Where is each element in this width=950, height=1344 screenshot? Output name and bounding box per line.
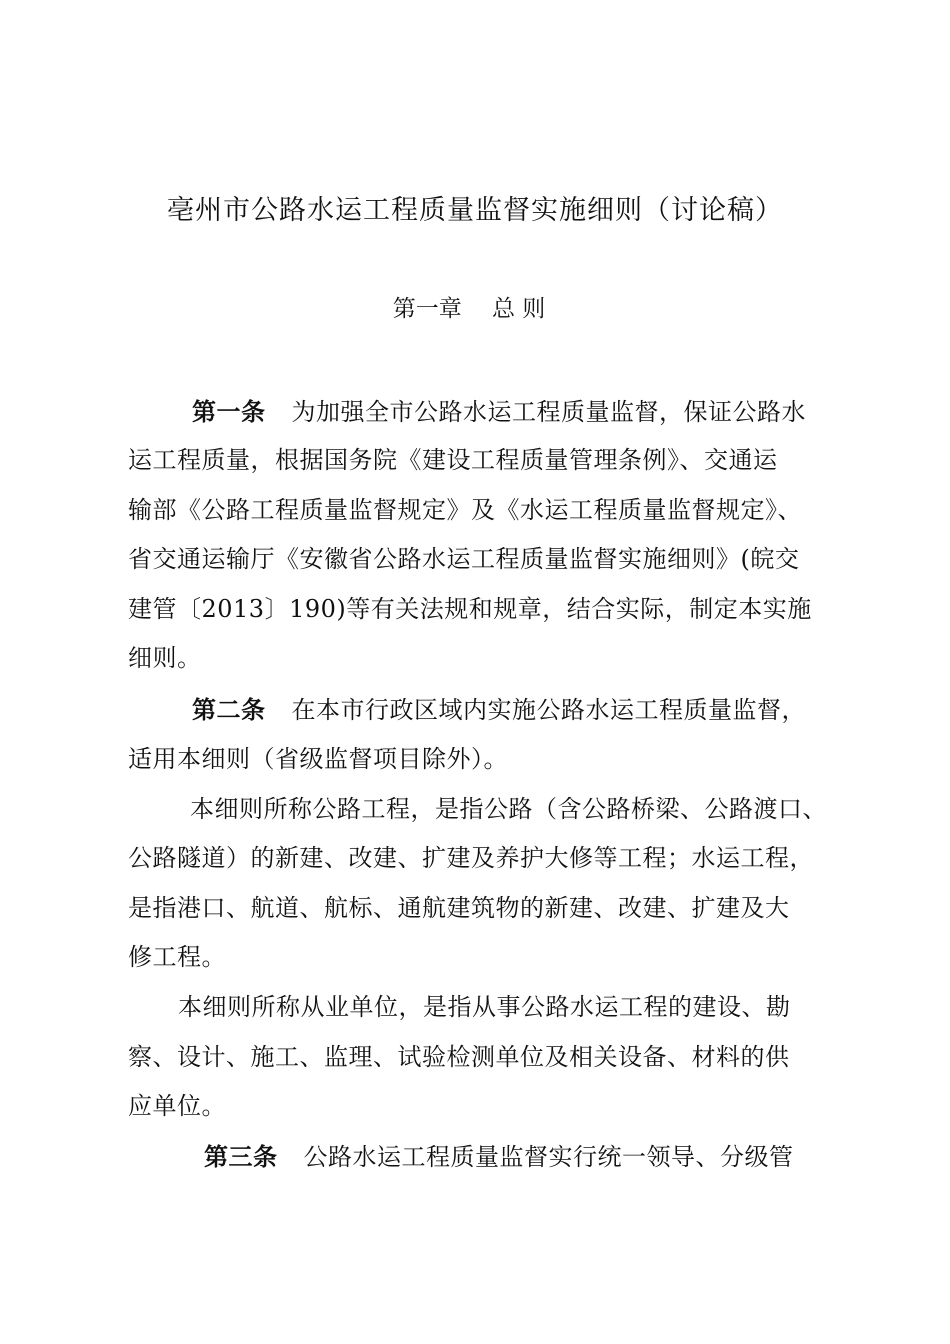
article-3-text-line: 公路水运工程质量监督实行统一领导、分级管	[303, 1143, 794, 1171]
units-paragraph-line: 察、设计、施工、监理、试验检测单位及相关设备、材料的供	[128, 1043, 790, 1071]
engineering-paragraph-line: 公路隧道）的新建、改建、扩建及养护大修等工程；水运工程，	[128, 844, 814, 872]
article-2-text-line: 在本市行政区域内实施公路水运工程质量监督，	[291, 696, 806, 724]
engineering-paragraph-line: 本细则所称公路工程，是指公路（含公路桥梁、公路渡口、	[190, 795, 827, 823]
article-3-label: 第三条	[204, 1142, 278, 1171]
article-1-text-line: 建管〔2013〕190)等有关法规和规章，结合实际，制定本实施	[128, 595, 812, 623]
document-title: 亳州市公路水运工程质量监督实施细则（讨论稿）	[167, 195, 783, 226]
article-1-text-line: 输部《公路工程质量监督规定》及《水运工程质量监督规定》、	[128, 496, 802, 524]
article-1-text-line: 运工程质量，根据国务院《建设工程质量管理条例》、交通运	[128, 446, 778, 474]
article-2-text-line: 适用本细则（省级监督项目除外）。	[128, 745, 508, 773]
article-1-text-line: 为加强全市公路水运工程质量监督，保证公路水	[291, 398, 806, 426]
article-3-first-line	[204, 1137, 794, 1172]
article-2-label: 第二条	[192, 695, 266, 724]
article-1-first-line	[192, 392, 806, 427]
article-1-label: 第一条	[192, 397, 266, 426]
engineering-paragraph-line: 是指港口、航道、航标、通航建筑物的新建、改建、扩建及大	[128, 894, 790, 922]
units-paragraph-line: 应单位。	[128, 1092, 226, 1120]
units-paragraph-line: 本细则所称从业单位，是指从事公路水运工程的建设、勘	[178, 993, 791, 1021]
engineering-paragraph-line: 修工程。	[128, 943, 226, 971]
article-1-text-line: 省交通运输厅《安徽省公路水运工程质量监督实施细则》(皖交	[128, 545, 800, 573]
chapter-heading: 第一章 总 则	[392, 296, 546, 322]
article-2-first-line	[192, 690, 806, 725]
article-1-text-line: 细则。	[128, 644, 202, 672]
